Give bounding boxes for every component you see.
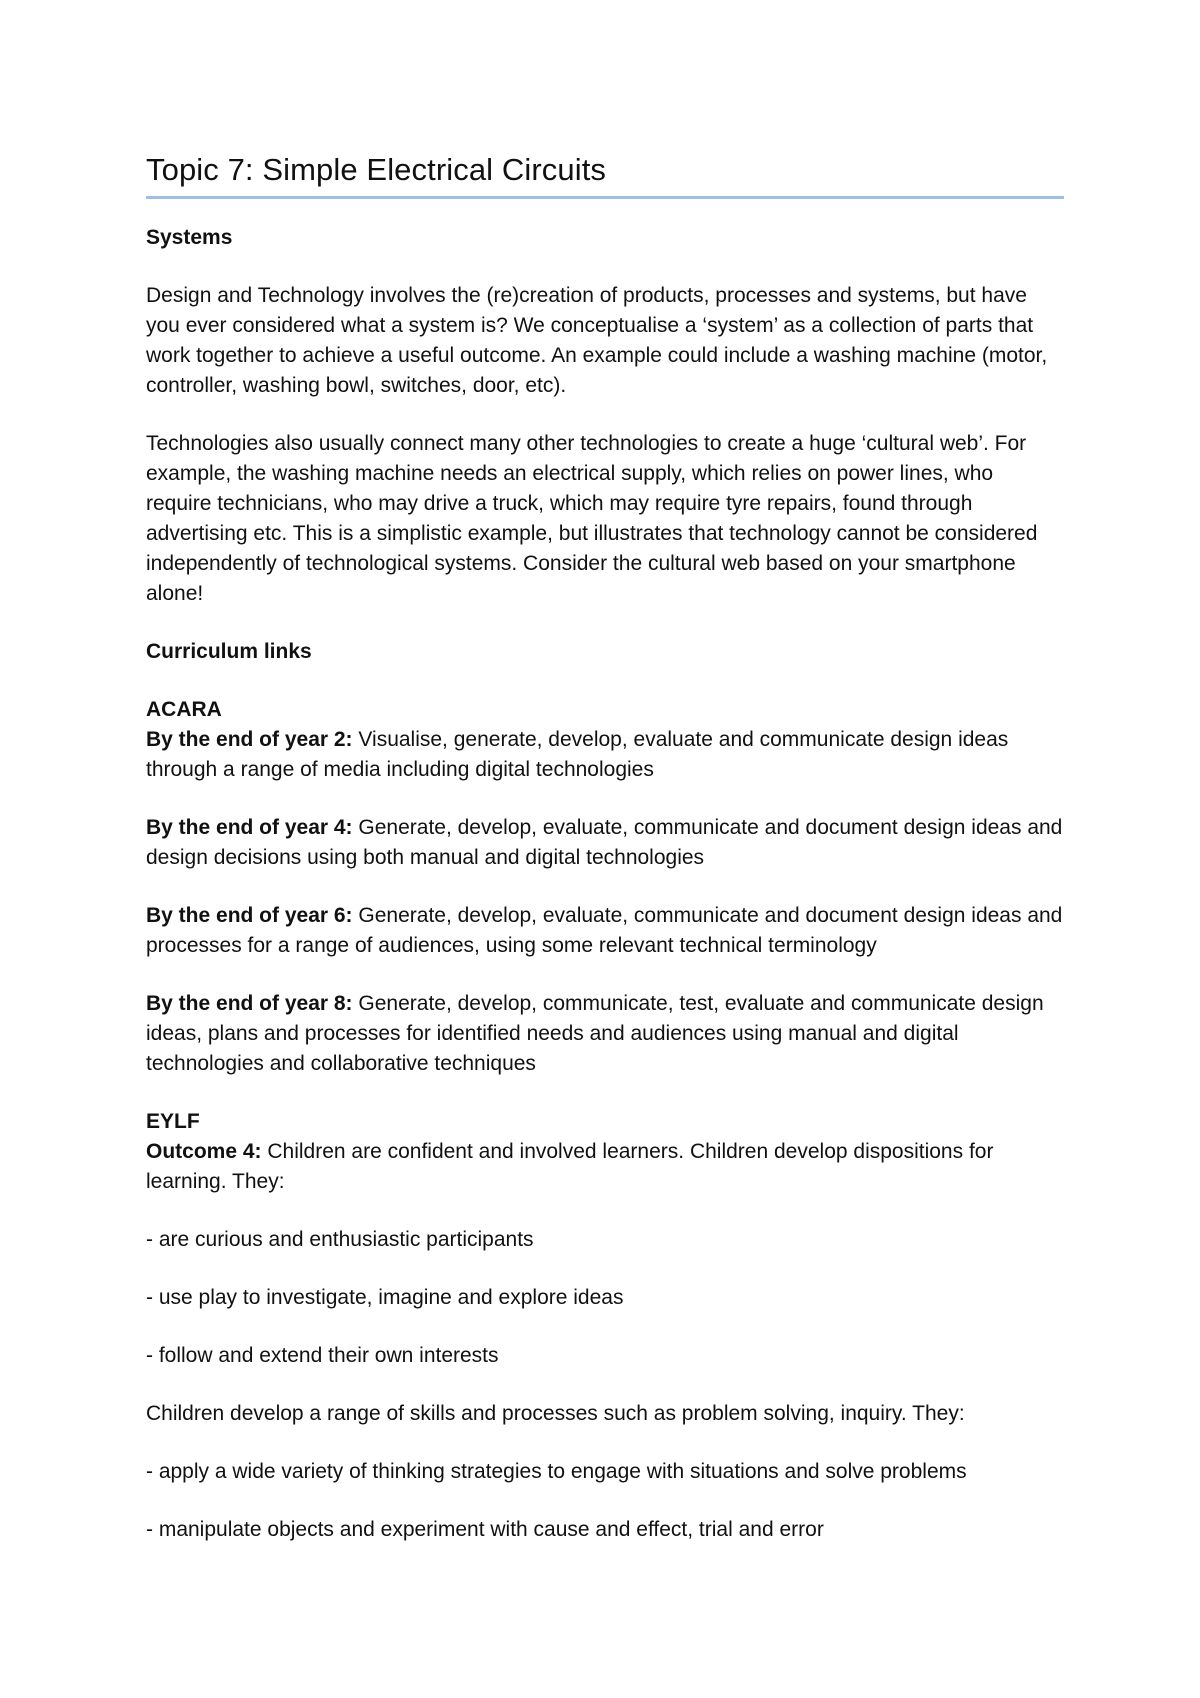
acara-heading: ACARA — [146, 698, 222, 721]
list-item: - follow and extend their own interests — [146, 1344, 499, 1367]
eylf-outcome — [146, 1137, 1064, 1197]
page-title: Topic 7: Simple Electrical Circuits — [146, 150, 1064, 199]
spacer — [146, 253, 1064, 281]
acara-item-text: Visualise, generate, develop, evaluate and communicate design ideas through a range of media including digital technologies — [146, 728, 1009, 781]
acara-item-label: By the end of year 6: — [146, 904, 353, 927]
list-item: - use play to investigate, imagine and explore ideas — [146, 1286, 624, 1309]
spacer — [146, 1255, 1064, 1283]
eylf-heading: EYLF — [146, 1110, 200, 1133]
acara-item-label: By the end of year 4: — [146, 816, 353, 839]
spacer — [146, 785, 1064, 813]
spacer — [146, 1197, 1064, 1225]
spacer — [146, 199, 1064, 223]
acara-item-text: Generate, develop, evaluate, communicate and document design ideas and processes for a range of audiences, using some relevant technical terminology — [146, 904, 1063, 957]
acara-item-year-4 — [146, 813, 1064, 873]
acara-item-year-8 — [146, 989, 1064, 1079]
eylf-outcome-text: Children are confident and involved learners. Children develop dispositions for learning. They: — [146, 1140, 994, 1193]
systems-paragraph-1: Design and Technology involves the (re)creation of products, processes and systems, but have you ever considered what a system is? We conceptualise a ‘system’ as a collection of parts that work together to achieve a useful outcome. An example could include a washing machine (motor, controller, washing bowl, switches, door, etc). — [146, 284, 1048, 397]
spacer — [146, 961, 1064, 989]
acara-item-year-2 — [146, 725, 1064, 785]
acara-item-text: Generate, develop, communicate, test, evaluate and communicate design ideas, plans and processes for identified needs and audiences using manual and digital technologies and collaborative techniques — [146, 992, 1044, 1075]
systems-heading: Systems — [146, 226, 233, 249]
list-item: - are curious and enthusiastic participants — [146, 1228, 534, 1251]
document-page — [146, 150, 1064, 1545]
list-item: - apply a wide variety of thinking strategies to engage with situations and solve problems — [146, 1460, 967, 1483]
spacer — [146, 667, 1064, 695]
spacer — [146, 401, 1064, 429]
spacer — [146, 873, 1064, 901]
list-item: - manipulate objects and experiment with cause and effect, trial and error — [146, 1518, 824, 1541]
spacer — [146, 1079, 1064, 1107]
acara-item-year-6 — [146, 901, 1064, 961]
eylf-outcome-label: Outcome 4: — [146, 1140, 262, 1163]
spacer — [146, 609, 1064, 637]
spacer — [146, 1487, 1064, 1515]
curriculum-heading: Curriculum links — [146, 640, 312, 663]
acara-item-label: By the end of year 8: — [146, 992, 353, 1015]
spacer — [146, 1313, 1064, 1341]
acara-item-text: Generate, develop, evaluate, communicate and document design ideas and design decisions using both manual and digital technologies — [146, 816, 1063, 869]
acara-item-label: By the end of year 2: — [146, 728, 353, 751]
spacer — [146, 1429, 1064, 1457]
systems-paragraph-2: Technologies also usually connect many other technologies to create a huge ‘cultural web’. For example, the washing machine needs an electrical supply, which relies on power lines, who require technicians, who may drive a truck, which may require tyre repairs, found through advertising etc. This is a simplistic example, but illustrates that technology cannot be considered independently of technological systems. Consider the cultural web based on your smartphone alone! — [146, 432, 1038, 605]
spacer — [146, 1371, 1064, 1399]
eylf-paragraph: Children develop a range of skills and processes such as problem solving, inquiry. They: — [146, 1402, 965, 1425]
